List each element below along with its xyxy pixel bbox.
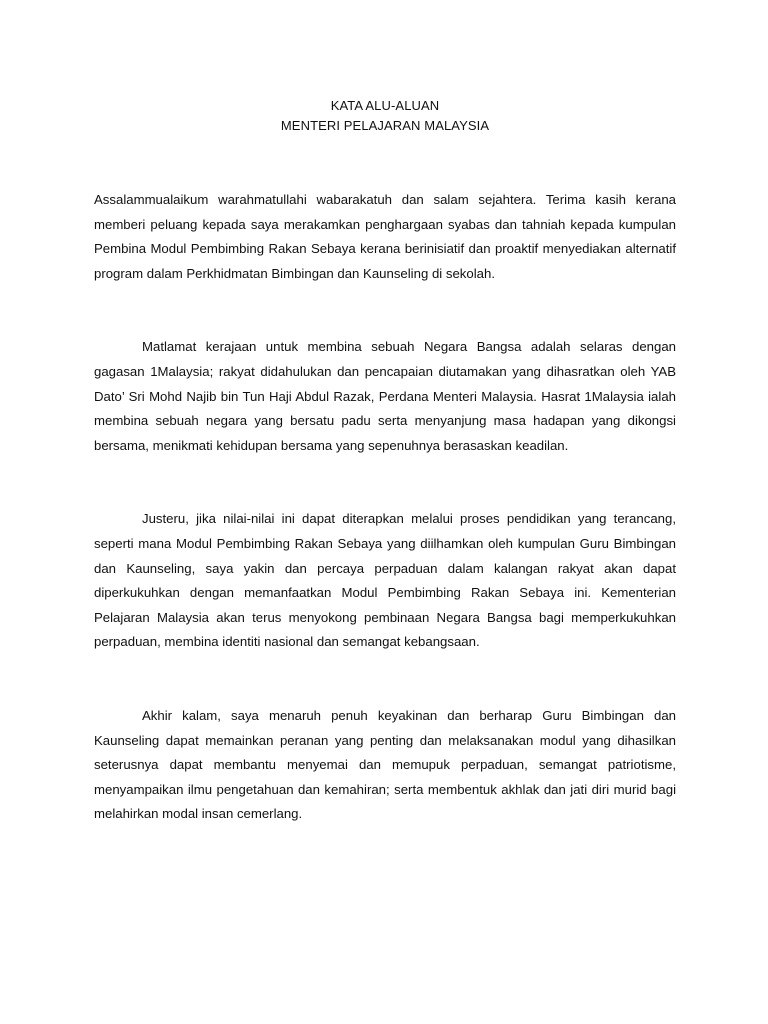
document-page [94,96,676,827]
paragraph-2: Matlamat kerajaan untuk membina sebuah Negara Bangsa adalah selaras dengan gagasan 1Malaysia; rakyat didahulukan dan pencapaian diutamakan yang dihasratkan oleh YAB Dato’ Sri Mohd Najib bin Tun Haji Abdul Razak, Perdana Menteri Malaysia. Hasrat 1Malaysia ialah membina sebuah negara yang bersatu padu serta menyanjung masa hadapan yang dikongsi bersama, menikmati kehidupan bersama yang sepenuhnya berasaskan keadilan. [94,339,676,453]
document-title [94,96,676,136]
title-line-1: KATA ALU-ALUAN [330,98,440,113]
title-line-2: MENTERI PELAJARAN MALAYSIA [280,118,490,133]
paragraph-3: Justeru, jika nilai-nilai ini dapat diterapkan melalui proses pendidikan yang terancang, seperti mana Modul Pembimbing Rakan Sebaya yang diilhamkan oleh kumpulan Guru Bimbingan dan Kaunseling, saya yakin dan percaya perpaduan dalam kalangan rakyat akan dapat diperkukuhkan dengan memanfaatkan Modul Pembimbing Rakan Sebaya ini. Kementerian Pelajaran Malaysia akan terus menyokong pembinaan Negara Bangsa bagi memperkukuhkan perpaduan, membina identiti nasional dan semangat kebangsaan. [94,511,676,650]
paragraph-1: Assalammualaikum warahmatullahi wabarakatuh dan salam sejahtera. Terima kasih kerana memberi peluang kepada saya merakamkan penghargaan syabas dan tahniah kepada kumpulan Pembina Modul Pembimbing Rakan Sebaya kerana berinisiatif dan proaktif menyediakan alternatif program dalam Perkhidmatan Bimbingan dan Kaunseling di sekolah. [94,192,676,281]
paragraph-4: Akhir kalam, saya menaruh penuh keyakinan dan berharap Guru Bimbingan dan Kaunseling dapat memainkan peranan yang penting dan melaksanakan modul yang dihasilkan seterusnya dapat membantu menyemai dan memupuk perpaduan, semangat patriotisme, menyampaikan ilmu pengetahuan dan kemahiran; serta membentuk akhlak dan jati diri murid bagi melahirkan modal insan cemerlang. [94,707,676,822]
